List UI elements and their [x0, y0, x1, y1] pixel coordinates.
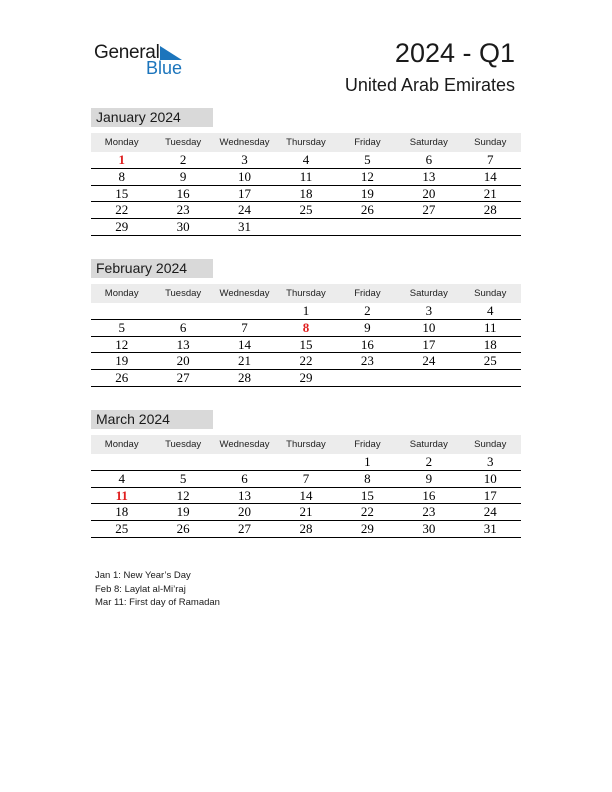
- day-cell: 3: [241, 152, 248, 167]
- day-cell: 26: [115, 370, 129, 386]
- holiday-day-cell: 1: [118, 152, 125, 167]
- holiday-notes: [95, 569, 220, 610]
- day-cell: 29: [115, 219, 129, 235]
- week-row: [91, 219, 521, 236]
- week-row: [91, 504, 521, 521]
- day-cell: 10: [238, 168, 252, 184]
- day-cell: 26: [176, 521, 190, 537]
- day-cell: 1: [364, 454, 371, 469]
- weekday-label: Friday: [354, 288, 381, 299]
- day-cell: 20: [238, 504, 252, 520]
- day-cell: 9: [425, 470, 433, 486]
- day-cell: 2: [425, 454, 433, 469]
- weekday-label: Sunday: [474, 439, 507, 450]
- month-calendar-january: [91, 108, 521, 236]
- page-title: 2024 - Q1: [394, 38, 515, 68]
- day-cell: 5: [179, 470, 187, 486]
- day-cell: 30: [422, 521, 436, 537]
- day-cell: 12: [115, 336, 129, 352]
- week-row: [91, 202, 521, 219]
- weekday-label: Tuesday: [165, 137, 202, 148]
- empty-day-cell: [275, 219, 336, 235]
- week-row: [91, 337, 521, 354]
- day-cell: 5: [364, 152, 371, 167]
- weekday-label: Wednesday: [219, 137, 270, 148]
- day-cell: 15: [299, 336, 313, 352]
- day-cell: 23: [360, 353, 374, 369]
- weekday-label: Sunday: [474, 288, 507, 299]
- month-label: February 2024: [91, 259, 213, 278]
- empty-day-cell: [460, 219, 521, 235]
- day-cell: 4: [302, 152, 310, 167]
- day-cell: 21: [483, 185, 497, 201]
- day-cell: 21: [299, 504, 313, 520]
- empty-day-cell: [152, 454, 213, 470]
- day-cell: 21: [238, 353, 252, 369]
- day-cell: 23: [422, 504, 436, 520]
- day-cell: 29: [360, 521, 374, 537]
- holiday-note: Mar 11: First day of Ramadan: [95, 597, 220, 608]
- week-row: [91, 521, 521, 538]
- day-cell: 9: [364, 319, 371, 335]
- day-cell: 14: [238, 336, 252, 352]
- weekday-label: Wednesday: [219, 439, 270, 450]
- day-cell: 29: [299, 370, 313, 386]
- empty-day-cell: [152, 303, 213, 319]
- day-cell: 6: [425, 152, 433, 167]
- day-cell: 14: [299, 487, 313, 503]
- day-cell: 1: [302, 303, 310, 318]
- day-cell: 17: [238, 185, 252, 201]
- holiday-note: Feb 8: Laylat al-Mi’raj: [95, 583, 186, 595]
- day-cell: 8: [364, 470, 371, 486]
- week-row: [91, 303, 521, 320]
- day-cell: 17: [483, 487, 497, 503]
- day-cell: 16: [360, 336, 374, 352]
- day-cell: 19: [115, 353, 129, 369]
- week-row: [91, 186, 521, 203]
- day-cell: 25: [299, 202, 313, 218]
- day-cell: 7: [241, 319, 248, 335]
- day-cell: 23: [176, 202, 190, 218]
- day-cell: 25: [115, 521, 129, 537]
- day-cell: 16: [422, 487, 436, 503]
- weekday-label: Sunday: [474, 137, 507, 148]
- day-cell: 28: [238, 370, 252, 386]
- day-cell: 4: [118, 470, 125, 486]
- week-row: [91, 454, 521, 471]
- day-cell: 31: [238, 219, 252, 235]
- weekday-label: Friday: [354, 137, 381, 148]
- empty-day-cell: [460, 370, 521, 386]
- holiday-day-cell: 11: [115, 487, 128, 503]
- day-cell: 10: [422, 319, 436, 335]
- week-row: [91, 471, 521, 488]
- day-cell: 11: [483, 319, 497, 335]
- weekday-label: Saturday: [409, 439, 448, 450]
- weekday-header: [91, 435, 521, 454]
- day-cell: 6: [241, 470, 248, 486]
- month-label: January 2024: [91, 108, 213, 127]
- day-cell: 4: [486, 303, 494, 318]
- day-cell: 18: [483, 336, 497, 352]
- day-cell: 18: [115, 504, 129, 520]
- day-cell: 17: [422, 336, 436, 352]
- weekday-label: Thursday: [286, 288, 326, 299]
- day-cell: 16: [176, 185, 190, 201]
- day-cell: 7: [302, 470, 310, 486]
- generalblue-logo: [94, 42, 194, 78]
- weekday-label: Saturday: [409, 288, 448, 299]
- day-cell: 24: [483, 504, 497, 520]
- holiday-day-cell: 8: [302, 319, 310, 335]
- day-cell: 24: [238, 202, 252, 218]
- day-cell: 25: [483, 353, 497, 369]
- day-cell: 26: [360, 202, 374, 218]
- weekday-label: Monday: [104, 439, 139, 450]
- empty-day-cell: [91, 303, 152, 319]
- weekday-label: Tuesday: [165, 439, 202, 450]
- day-cell: 2: [364, 303, 371, 318]
- month-label: March 2024: [91, 410, 213, 429]
- day-cell: 11: [299, 168, 313, 184]
- day-cell: 27: [176, 370, 190, 386]
- weekday-label: Friday: [354, 439, 381, 450]
- day-cell: 5: [118, 319, 125, 335]
- day-cell: 15: [360, 487, 374, 503]
- week-row: [91, 320, 521, 337]
- week-row: [91, 353, 521, 370]
- weekday-label: Thursday: [286, 137, 326, 148]
- day-cell: 9: [179, 168, 187, 184]
- day-cell: 12: [176, 487, 190, 503]
- day-cell: 10: [483, 470, 497, 486]
- day-cell: 28: [299, 521, 313, 537]
- empty-day-cell: [214, 454, 275, 470]
- day-cell: 19: [176, 504, 190, 520]
- logo-word-general: General: [94, 42, 160, 63]
- country-name: United Arab Emirates: [344, 75, 515, 95]
- day-cell: 12: [360, 168, 374, 184]
- month-calendar-february: [91, 259, 521, 387]
- day-cell: 3: [486, 454, 494, 469]
- day-cell: 2: [179, 152, 187, 167]
- day-cell: 24: [422, 353, 436, 369]
- week-row: [91, 370, 521, 387]
- empty-day-cell: [337, 219, 398, 235]
- empty-day-cell: [398, 370, 459, 386]
- day-cell: 13: [422, 168, 436, 184]
- week-row: [91, 152, 521, 169]
- day-cell: 3: [425, 303, 433, 318]
- day-cell: 28: [483, 202, 497, 218]
- weekday-label: Saturday: [409, 137, 448, 148]
- day-cell: 20: [422, 185, 436, 201]
- weekday-label: Monday: [104, 137, 139, 148]
- empty-day-cell: [398, 219, 459, 235]
- holiday-note: Jan 1: New Year’s Day: [95, 570, 191, 581]
- logo-word-blue: Blue: [146, 58, 183, 78]
- day-cell: 27: [422, 202, 436, 218]
- weekday-label: Thursday: [286, 439, 326, 450]
- day-cell: 13: [238, 487, 252, 503]
- day-cell: 19: [360, 185, 374, 201]
- day-cell: 8: [118, 168, 125, 184]
- day-cell: 22: [360, 504, 374, 520]
- weekday-label: Wednesday: [219, 288, 270, 299]
- day-cell: 27: [238, 521, 252, 537]
- day-cell: 14: [483, 168, 497, 184]
- empty-day-cell: [337, 370, 398, 386]
- day-cell: 13: [176, 336, 190, 352]
- weekday-header: [91, 284, 521, 303]
- day-cell: 18: [299, 185, 313, 201]
- day-cell: 22: [299, 353, 313, 369]
- week-row: [91, 169, 521, 186]
- empty-day-cell: [214, 303, 275, 319]
- day-cell: 7: [486, 152, 494, 167]
- month-calendar-march: [91, 410, 521, 538]
- empty-day-cell: [91, 454, 152, 470]
- day-cell: 30: [176, 219, 190, 235]
- day-cell: 31: [483, 521, 497, 537]
- weekday-label: Monday: [104, 288, 139, 299]
- weekday-label: Tuesday: [165, 288, 202, 299]
- day-cell: 6: [179, 319, 187, 335]
- day-cell: 22: [115, 202, 129, 218]
- weekday-header: [91, 133, 521, 152]
- day-cell: 15: [115, 185, 129, 201]
- day-cell: 20: [176, 353, 190, 369]
- week-row: [91, 488, 521, 505]
- empty-day-cell: [275, 454, 336, 470]
